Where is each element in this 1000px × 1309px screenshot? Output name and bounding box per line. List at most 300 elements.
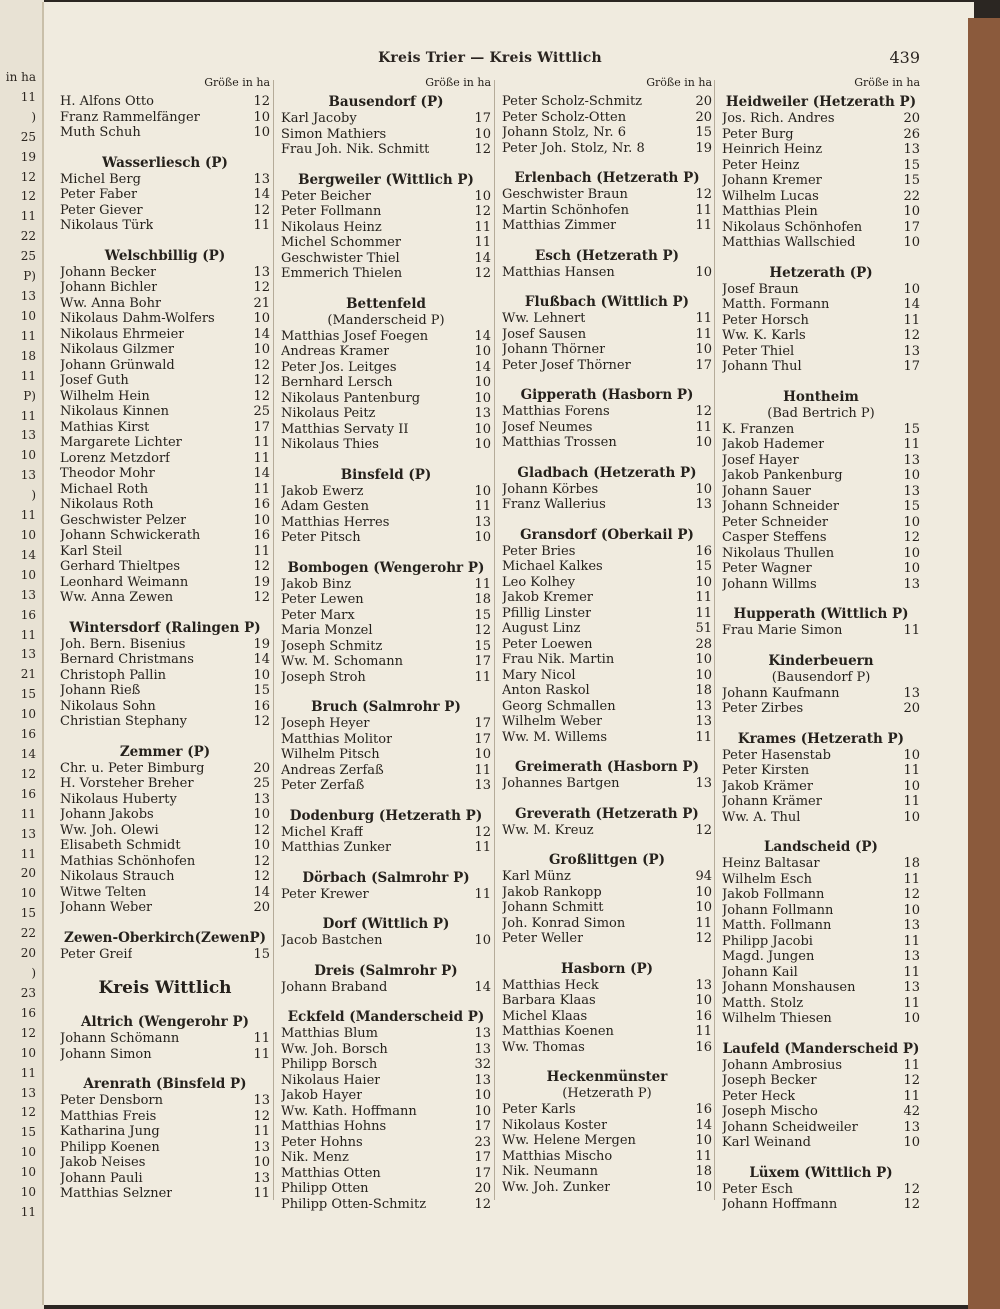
entry-row [722,810,920,826]
owner-name: Maria Monzel [281,623,373,638]
owner-name: Nikolaus Gilzmer [60,342,175,357]
entry-row [502,575,712,591]
entry-row [281,1073,491,1089]
entry-row [60,1186,270,1202]
margin-number: 10 [20,309,36,323]
entry-row [502,1118,712,1134]
entry-row [502,358,712,374]
area-ha: 13 [253,791,270,807]
village-title: Krames (Hetzerath P) [737,730,905,747]
entry-row [722,204,920,220]
village-section [60,930,270,963]
area-ha: 20 [253,760,270,776]
owner-name: Johann Braband [281,979,388,995]
entry-row [281,670,491,686]
entry-row [502,931,712,947]
entry-row [502,435,712,451]
owner-name: Nikolaus Kinnen [60,404,170,419]
entry-row [502,544,712,560]
area-ha: 13 [903,483,920,499]
entry-row [281,484,491,500]
village-section [281,296,491,453]
entry-row [502,637,712,653]
entry-row [502,1133,712,1149]
entry-row [722,887,920,903]
margin-number: 10 [20,528,36,542]
owner-name: Ww. Anna Bohr [60,295,162,311]
margin-number: 13 [20,588,36,602]
margin-number: 10 [20,1046,36,1060]
entry-row [502,327,712,343]
owner-name: H. Alfons Otto [60,94,154,109]
village-section [722,1165,920,1213]
village-title: Landscheid (P) [764,839,878,855]
owner-name: Johann Monshausen [722,980,856,995]
area-ha: 10 [474,747,491,762]
owner-name: Josef Braun [722,281,799,297]
entry-row [722,794,920,810]
area-ha: 51 [695,621,712,636]
area-ha: 14 [253,326,270,342]
area-ha: 12 [253,1108,270,1124]
area-ha: 11 [474,235,491,250]
village-section [60,155,270,234]
margin-number: 16 [20,608,36,622]
margin-number: 10 [20,1165,36,1179]
village-section [281,916,491,949]
entry-row [60,172,270,188]
area-ha: 14 [253,466,270,481]
village-title: Laufeld (Manderscheid P) [722,1040,920,1057]
margin-number: 11 [20,847,36,861]
area-ha: 10 [695,481,712,497]
area-ha: 11 [903,437,920,452]
owner-name: Peter Scholz-Otten [502,109,627,125]
entry-row [722,1104,920,1120]
area-ha: 10 [253,1155,270,1170]
village-title: Heckenmünster [546,1069,668,1085]
area-ha: 17 [253,419,270,435]
area-ha: 18 [474,592,491,607]
owner-name: Michel Klaas [502,1008,588,1024]
area-ha: 10 [474,530,491,545]
owner-name: Peter Zirbes [722,701,804,716]
area-ha: 14 [474,328,491,344]
entry-row [281,747,491,763]
village-title: Dodenburg (Hetzerath P) [289,807,483,824]
entry-row [281,577,491,593]
margin-number: 19 [20,150,36,164]
page-number: 439 [889,48,920,67]
owner-name: Heinrich Heinz [722,142,823,157]
entry-row [60,761,270,777]
owner-name: Nikolaus Heinz [281,219,382,235]
area-ha: 10 [474,437,491,452]
owner-name: Josef Neumes [502,419,593,435]
owner-name: Nikolaus Koster [502,1117,608,1133]
margin-number: 11 [20,209,36,223]
village-title: Bausendorf (P) [328,94,444,110]
area-ha: 10 [903,778,920,794]
area-ha: 11 [253,218,270,233]
entry-row [722,282,920,298]
area-ha: 17 [474,731,491,747]
area-ha: 17 [695,357,712,373]
margin-number: 10 [20,1145,36,1159]
area-ha: 12 [695,404,712,419]
area-ha: 11 [695,915,712,931]
area-ha: 13 [903,452,920,468]
village-section [502,465,712,513]
owner-name: Matthias Heck [502,977,599,993]
area-ha: 10 [903,1011,920,1026]
entry-row [281,887,491,903]
entry-row [722,996,920,1012]
owner-name: Johann Thul [722,359,802,374]
owner-name: Matthias Trossen [502,435,617,450]
area-ha: 12 [474,623,491,638]
owner-name: Peter Weller [502,931,584,946]
owner-name: Ww. M. Schomann [281,654,403,669]
village-section [60,1014,270,1062]
entry-row [502,342,712,358]
margin-number: 13 [20,827,36,841]
margin-number: 10 [20,568,36,582]
owner-name: Nikolaus Roth [60,497,154,512]
owner-name: Karl Jacoby [281,111,357,126]
area-ha: 16 [695,1008,712,1024]
entry-row [60,466,270,482]
margin-number: 13 [20,468,36,482]
margin-number: 12 [20,1026,36,1040]
area-ha: 10 [903,514,920,530]
area-ha: 10 [695,1133,712,1148]
area-ha: 20 [695,109,712,125]
village-section [722,606,920,639]
margin-number: P) [23,389,36,403]
owner-name: Ww. Helene Mergen [502,1133,636,1148]
area-ha: 12 [903,328,920,343]
owner-name: Joseph Mischo [722,1104,818,1119]
owner-name: Wilhelm Pitsch [281,747,380,762]
area-ha: 22 [903,188,920,204]
owner-name: Johann Jakobs [60,807,154,822]
owner-name: Matthias Forens [502,404,610,419]
village-title: Bruch (Salmrohr P) [311,699,461,715]
area-ha: 14 [253,652,270,667]
entry-row [722,297,920,313]
margin-number: 13 [20,289,36,303]
area-ha: 10 [695,435,712,450]
area-ha: 19 [253,574,270,590]
area-ha: 20 [903,701,920,716]
owner-name: Matthias Koenen [502,1024,614,1039]
village-title: Bombogen (Wengerohr P) [287,559,485,576]
entry-row [60,358,270,374]
area-ha: 11 [253,450,270,466]
village-section [281,467,491,546]
village-subtitle: (Bausendorf P) [771,669,871,685]
area-ha: 10 [903,902,920,918]
owner-name: Peter Zerfaß [281,778,365,793]
area-ha: 11 [695,218,712,233]
entry-row [281,778,491,794]
owner-name: Ww. M. Kreuz [502,822,594,838]
owner-name: Michel Schommer [281,235,402,250]
area-ha: 16 [695,543,712,559]
entry-row [502,218,712,234]
entry-row [60,714,270,730]
area-ha: 15 [695,559,712,574]
village-section [281,963,491,996]
entry-row [722,235,920,251]
area-ha: 12 [253,869,270,884]
owner-name: Ww. Kath. Hoffmann [281,1103,417,1119]
owner-name: Ww. Joh. Olewi [60,822,159,838]
village-title: Hasborn (P) [560,960,654,977]
margin-number: 12 [20,1105,36,1119]
area-ha: 10 [695,993,712,1008]
previous-page-edge [0,0,44,1309]
owner-name: Nikolaus Türk [60,218,154,233]
entry-row [502,311,712,327]
entry-row [60,435,270,451]
column-divider [714,80,715,1200]
entry-row [281,1057,491,1073]
village-section [281,172,491,282]
area-ha: 11 [903,995,920,1011]
entry-row [60,404,270,420]
entry-row [60,792,270,808]
owner-name: Johann Thörner [502,342,606,357]
margin-number: 23 [20,986,36,1000]
area-ha: 10 [474,344,491,359]
owner-name: Johann Scheidweiler [722,1119,858,1135]
owner-name: Philipp Borsch [281,1057,378,1072]
entry-row [502,668,712,684]
area-ha: 15 [903,421,920,437]
entry-row [60,94,270,110]
entry-row [502,730,712,746]
village-title: Dorf (Wittlich P) [322,916,450,932]
owner-name: Jakob Kremer [502,590,593,605]
area-ha: 15 [903,173,920,188]
owner-name: Jakob Neises [60,1155,146,1170]
entry-row [502,993,712,1009]
owner-name: Johann Rieß [60,683,141,698]
entry-row [60,497,270,513]
column-header: Größe in ha [854,76,920,89]
area-ha: 17 [474,1165,491,1181]
owner-name: Philipp Otten-Schmitz [281,1196,427,1212]
area-ha: 13 [695,698,712,714]
area-ha: 11 [695,311,712,326]
owner-name: Jakob Ewerz [281,483,364,499]
owner-name: Nikolaus Thies [281,437,379,452]
owner-name: Mathias Schönhofen [60,853,196,869]
column-2 [281,76,491,1212]
area-ha: 12 [474,266,491,281]
area-ha: 12 [695,931,712,946]
owner-name: Ww. Joh. Zunker [502,1179,611,1195]
area-ha: 12 [253,714,270,729]
village-section [722,94,920,251]
area-ha: 13 [903,980,920,995]
page-header: Kreis Trier — Kreis Wittlich [378,50,602,66]
entry-row [722,686,920,702]
entry-row [722,453,920,469]
owner-name: Ww. A. Thul [722,809,801,825]
entry-row [502,869,712,885]
area-ha: 13 [253,1170,270,1186]
owner-name: Matth. Stolz [722,995,804,1011]
entry-row [502,187,712,203]
entry-row [281,1042,491,1058]
owner-name: Nikolaus Strauch [60,869,175,884]
column-4 [722,76,920,1213]
entry-row [722,158,920,174]
margin-number: 11 [20,329,36,343]
entry-row [281,406,491,422]
village-section [281,1009,491,1212]
area-ha: 26 [903,126,920,142]
margin-number: 12 [20,189,36,203]
entry-row [502,885,712,901]
owner-name: Michel Berg [60,171,141,187]
district-title: Kreis Wittlich [98,978,232,998]
owner-name: Casper Steffens [722,530,827,545]
owner-name: Johann Kaufmann [722,685,840,701]
area-ha: 11 [903,964,920,980]
margin-number: 15 [20,906,36,920]
owner-name: Jakob Pankenburg [722,468,843,483]
entry-row [502,94,712,110]
owner-name: Frau Nik. Martin [502,652,615,667]
entry-row [502,652,712,668]
margin-number: ) [31,110,36,124]
owner-name: Georg Schmallen [502,698,616,714]
owner-name: Nikolaus Peitz [281,406,376,421]
entry-row [281,437,491,453]
owner-name: Ww. Anna Zewen [60,590,174,605]
area-ha: 13 [474,1041,491,1057]
entry-row [502,110,712,126]
entry-row [722,220,920,236]
owner-name: Josef Hayer [722,452,799,468]
entry-row [502,141,712,157]
owner-name: Matthias Selzner [60,1186,173,1201]
entry-row [281,1119,491,1135]
area-ha: 17 [474,111,491,126]
owner-name: Jakob Hademer [722,437,825,452]
village-title: Altrich (Wengerohr P) [81,1014,249,1030]
area-ha: 10 [695,667,712,683]
owner-name: Jacob Bastchen [281,933,383,948]
area-ha: 10 [474,188,491,204]
area-ha: 10 [253,311,270,326]
owner-name: Joh. Bern. Bisenius [60,636,186,652]
entry-row [722,965,920,981]
owner-name: Muth Schuh [60,125,141,140]
area-ha: 12 [253,388,270,404]
entry-row [281,1026,491,1042]
owner-name: Johann Kail [722,964,798,980]
area-ha: 11 [253,1124,270,1139]
owner-name: Philipp Jacobi [722,933,813,949]
entry-row [281,111,491,127]
area-ha: 17 [474,654,491,669]
entry-row [281,592,491,608]
entry-row [60,280,270,296]
entry-row [60,513,270,529]
entry-row [722,344,920,360]
entry-row [60,125,270,141]
owner-name: Matthias Plein [722,204,818,219]
entry-row [281,235,491,251]
village-section [722,265,920,375]
entry-row [60,559,270,575]
area-ha: 10 [903,545,920,561]
entry-row [60,1031,270,1047]
area-ha: 23 [474,1134,491,1150]
village-title: Welschbillig (P) [104,247,226,264]
column-header: Größe in ha [646,76,712,89]
entry-row [502,420,712,436]
margin-number: 10 [20,886,36,900]
area-ha: 13 [474,778,491,793]
entry-row [502,978,712,994]
owner-name: Andreas Kramer [281,344,390,359]
area-ha: 20 [695,94,712,109]
entry-row [281,391,491,407]
entry-row [60,637,270,653]
area-ha: 14 [695,1117,712,1133]
entry-row [281,1181,491,1197]
entry-row [502,1024,712,1040]
area-ha: 11 [253,1031,270,1046]
area-ha: 20 [253,900,270,915]
owner-name: Ww. Joh. Borsch [281,1041,388,1057]
area-ha: 10 [474,483,491,499]
area-ha: 16 [695,1102,712,1117]
village-subtitle: (Hetzerath P) [562,1086,652,1101]
owner-name: Peter Marx [281,607,355,623]
entry-row [281,360,491,376]
owner-name: Wilhelm Lucas [722,188,819,204]
area-ha: 10 [253,125,270,140]
owner-name: Johann Becker [60,264,157,280]
area-ha: 11 [695,1024,712,1039]
owner-name: Ww. Lehnert [502,311,586,326]
village-section [502,527,712,746]
village-section [60,248,270,606]
owner-name: Jakob Krämer [722,778,814,794]
area-ha: 13 [903,576,920,592]
entry-row [722,499,920,515]
entry-row [722,561,920,577]
entry-row [502,823,712,839]
area-ha: 10 [695,900,712,915]
entry-row [502,683,712,699]
area-ha: 25 [253,776,270,791]
column-header: Größe in ha [204,76,270,89]
area-ha: 10 [474,375,491,390]
village-title: Zewen-Oberkirch(ZewenP) [64,929,266,946]
owner-name: Jakob Hayer [281,1088,363,1103]
owner-name: Nikolaus Pantenburg [281,390,421,406]
area-ha: 13 [903,1119,920,1135]
area-ha: 10 [695,264,712,280]
